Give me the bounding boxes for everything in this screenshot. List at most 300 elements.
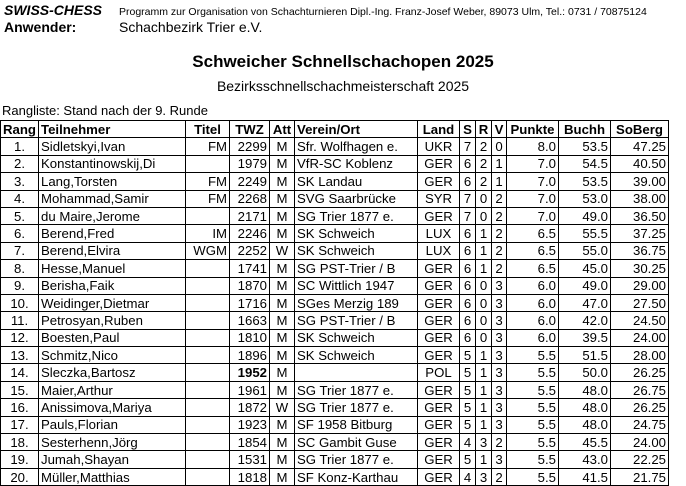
att-cell: M (270, 260, 295, 277)
user-value: Schachbezirk Trier e.V. (119, 19, 263, 35)
rank-cell: 18. (1, 434, 39, 451)
title-cell (186, 364, 230, 381)
twz-cell: 1741 (230, 260, 270, 277)
wins-cell: 5 (460, 347, 476, 364)
att-cell: M (270, 190, 295, 207)
draws-cell: 3 (476, 468, 492, 485)
losses-cell: 2 (492, 242, 507, 259)
title-cell (186, 347, 230, 364)
rank-cell: 19. (1, 451, 39, 468)
points-cell: 5.5 (507, 364, 559, 381)
points-cell: 5.5 (507, 399, 559, 416)
losses-cell: 2 (492, 260, 507, 277)
losses-cell: 1 (492, 173, 507, 190)
club-cell: SK Landau (295, 173, 418, 190)
buchholz-cell: 48.0 (559, 416, 611, 433)
user-label: Anwender: (4, 19, 77, 35)
name-cell: Sleczka,Bartosz (39, 364, 186, 381)
points-cell: 6.0 (507, 277, 559, 294)
draws-cell: 0 (476, 312, 492, 329)
wins-cell: 5 (460, 381, 476, 398)
sonneborn-berger-cell: 22.25 (611, 451, 669, 468)
club-cell: SG PST-Trier / B (295, 312, 418, 329)
club-cell: SVG Saarbrücke (295, 190, 418, 207)
title-cell (186, 312, 230, 329)
wins-cell: 7 (460, 138, 476, 155)
buchholz-cell: 53.0 (559, 190, 611, 207)
name-cell: Anissimova,Mariya (39, 399, 186, 416)
club-cell (295, 364, 418, 381)
rank-cell: 20. (1, 468, 39, 485)
club-cell: SG Trier 1877 e. (295, 399, 418, 416)
name-cell: Konstantinowskij,Di (39, 155, 186, 172)
buchholz-cell: 53.5 (559, 173, 611, 190)
title-cell (186, 329, 230, 346)
wins-cell: 6 (460, 225, 476, 242)
country-cell: GER (418, 416, 460, 433)
twz-cell: 1979 (230, 155, 270, 172)
draws-cell: 2 (476, 155, 492, 172)
wins-cell: 5 (460, 416, 476, 433)
name-cell: Berisha,Faik (39, 277, 186, 294)
rank-cell: 15. (1, 381, 39, 398)
losses-cell: 3 (492, 312, 507, 329)
att-cell: M (270, 468, 295, 485)
draws-cell: 1 (476, 242, 492, 259)
att-cell: M (270, 277, 295, 294)
wins-cell: 6 (460, 312, 476, 329)
club-cell: SG Trier 1877 e. (295, 381, 418, 398)
club-cell: SK Schweich (295, 242, 418, 259)
col-punkte: Punkte (507, 121, 559, 138)
table-row (1, 416, 669, 433)
buchholz-cell: 55.0 (559, 242, 611, 259)
title-cell (186, 381, 230, 398)
points-cell: 7.0 (507, 190, 559, 207)
buchholz-cell: 49.0 (559, 207, 611, 224)
losses-cell: 3 (492, 416, 507, 433)
draws-cell: 1 (476, 347, 492, 364)
sonneborn-berger-cell: 40.50 (611, 155, 669, 172)
sonneborn-berger-cell: 24.00 (611, 329, 669, 346)
title-cell (186, 155, 230, 172)
country-cell: GER (418, 207, 460, 224)
name-cell: Berend,Elvira (39, 242, 186, 259)
club-cell: SG Trier 1877 e. (295, 451, 418, 468)
wins-cell: 4 (460, 468, 476, 485)
table-row (1, 294, 669, 311)
wins-cell: 6 (460, 329, 476, 346)
sonneborn-berger-cell: 27.50 (611, 294, 669, 311)
twz-cell: 1896 (230, 347, 270, 364)
twz-cell: 1923 (230, 416, 270, 433)
tournament-subtitle: Bezirksschnellschachmeisterschaft 2025 (216, 78, 470, 94)
name-cell: Boesten,Paul (39, 329, 186, 346)
country-cell: GER (418, 399, 460, 416)
losses-cell: 3 (492, 364, 507, 381)
rank-cell: 7. (1, 242, 39, 259)
sonneborn-berger-cell: 29.00 (611, 277, 669, 294)
title-cell: IM (186, 225, 230, 242)
att-cell: M (270, 434, 295, 451)
draws-cell: 1 (476, 416, 492, 433)
sonneborn-berger-cell: 26.75 (611, 381, 669, 398)
twz-cell: 2249 (230, 173, 270, 190)
losses-cell: 3 (492, 381, 507, 398)
title-cell (186, 277, 230, 294)
title-cell: FM (186, 138, 230, 155)
twz-cell: 1870 (230, 277, 270, 294)
points-cell: 6.0 (507, 294, 559, 311)
title-cell (186, 294, 230, 311)
twz-cell: 1810 (230, 329, 270, 346)
wins-cell: 6 (460, 173, 476, 190)
points-cell: 6.5 (507, 242, 559, 259)
wins-cell: 6 (460, 155, 476, 172)
col-s: S (460, 121, 476, 138)
points-cell: 5.5 (507, 468, 559, 485)
title-cell (186, 399, 230, 416)
points-cell: 8.0 (507, 138, 559, 155)
table-row (1, 260, 669, 277)
sonneborn-berger-cell: 47.25 (611, 138, 669, 155)
sonneborn-berger-cell: 37.25 (611, 225, 669, 242)
name-cell: du Maire,Jerome (39, 207, 186, 224)
table-row (1, 399, 669, 416)
rank-cell: 12. (1, 329, 39, 346)
sonneborn-berger-cell: 26.25 (611, 364, 669, 381)
points-cell: 5.5 (507, 434, 559, 451)
col-soberg: SoBerg (611, 121, 669, 138)
club-cell: SK Schweich (295, 347, 418, 364)
rank-cell: 9. (1, 277, 39, 294)
twz-cell: 1952 (230, 364, 270, 381)
country-cell: GER (418, 260, 460, 277)
name-cell: Pauls,Florian (39, 416, 186, 433)
buchholz-cell: 49.0 (559, 277, 611, 294)
col-teilnehmer: Teilnehmer (39, 121, 186, 138)
table-row (1, 277, 669, 294)
club-cell: SK Schweich (295, 225, 418, 242)
title-cell (186, 451, 230, 468)
att-cell: M (270, 207, 295, 224)
buchholz-cell: 51.5 (559, 347, 611, 364)
name-cell: Maier,Arthur (39, 381, 186, 398)
country-cell: GER (418, 381, 460, 398)
losses-cell: 2 (492, 468, 507, 485)
att-cell: W (270, 242, 295, 259)
col-land: Land (418, 121, 460, 138)
att-cell: M (270, 329, 295, 346)
points-cell: 5.5 (507, 416, 559, 433)
rank-cell: 1. (1, 138, 39, 155)
wins-cell: 5 (460, 399, 476, 416)
table-row (1, 207, 669, 224)
sonneborn-berger-cell: 38.00 (611, 190, 669, 207)
draws-cell: 0 (476, 329, 492, 346)
att-cell: M (270, 451, 295, 468)
buchholz-cell: 47.0 (559, 294, 611, 311)
sonneborn-berger-cell: 36.75 (611, 242, 669, 259)
points-cell: 5.5 (507, 381, 559, 398)
title-cell (186, 416, 230, 433)
name-cell: Schmitz,Nico (39, 347, 186, 364)
draws-cell: 1 (476, 364, 492, 381)
draws-cell: 1 (476, 260, 492, 277)
losses-cell: 2 (492, 190, 507, 207)
country-cell: GER (418, 347, 460, 364)
ranking-table (0, 120, 669, 486)
table-row (1, 468, 669, 485)
table-row (1, 381, 669, 398)
club-cell: SC Gambit Guse (295, 434, 418, 451)
col-v: V (492, 121, 507, 138)
table-row (1, 347, 669, 364)
col-att: Att (270, 121, 295, 138)
rank-cell: 5. (1, 207, 39, 224)
att-cell: M (270, 138, 295, 155)
buchholz-cell: 45.0 (559, 260, 611, 277)
club-cell: SG Trier 1877 e. (295, 207, 418, 224)
buchholz-cell: 48.0 (559, 399, 611, 416)
title-cell: FM (186, 190, 230, 207)
points-cell: 6.5 (507, 225, 559, 242)
standing-caption: Rangliste: Stand nach der 9. Runde (2, 103, 208, 118)
draws-cell: 1 (476, 399, 492, 416)
title-cell (186, 260, 230, 277)
att-cell: M (270, 364, 295, 381)
club-cell: SK Schweich (295, 329, 418, 346)
country-cell: GER (418, 451, 460, 468)
club-cell: SF 1958 Bitburg (295, 416, 418, 433)
club-cell: Sfr. Wolfhagen e. (295, 138, 418, 155)
col-twz: TWZ (230, 121, 270, 138)
title-cell (186, 207, 230, 224)
name-cell: Sesterhenn,Jörg (39, 434, 186, 451)
draws-cell: 0 (476, 190, 492, 207)
twz-cell: 2252 (230, 242, 270, 259)
table-row (1, 173, 669, 190)
wins-cell: 6 (460, 277, 476, 294)
table-row (1, 451, 669, 468)
sonneborn-berger-cell: 30.25 (611, 260, 669, 277)
rank-cell: 4. (1, 190, 39, 207)
name-cell: Müller,Matthias (39, 468, 186, 485)
losses-cell: 3 (492, 451, 507, 468)
table-row (1, 242, 669, 259)
buchholz-cell: 50.0 (559, 364, 611, 381)
country-cell: LUX (418, 242, 460, 259)
wins-cell: 4 (460, 434, 476, 451)
draws-cell: 0 (476, 294, 492, 311)
twz-cell: 1872 (230, 399, 270, 416)
rank-cell: 13. (1, 347, 39, 364)
rank-cell: 10. (1, 294, 39, 311)
twz-cell: 1531 (230, 451, 270, 468)
name-cell: Jumah,Shayan (39, 451, 186, 468)
losses-cell: 0 (492, 138, 507, 155)
draws-cell: 2 (476, 173, 492, 190)
sonneborn-berger-cell: 26.25 (611, 399, 669, 416)
rank-cell: 16. (1, 399, 39, 416)
wins-cell: 5 (460, 451, 476, 468)
draws-cell: 0 (476, 207, 492, 224)
rank-cell: 2. (1, 155, 39, 172)
country-cell: GER (418, 173, 460, 190)
title-cell: FM (186, 173, 230, 190)
country-cell: GER (418, 155, 460, 172)
draws-cell: 1 (476, 451, 492, 468)
sonneborn-berger-cell: 21.75 (611, 468, 669, 485)
col-buchh: Buchh (559, 121, 611, 138)
twz-cell: 2268 (230, 190, 270, 207)
buchholz-cell: 54.5 (559, 155, 611, 172)
table-row (1, 225, 669, 242)
buchholz-cell: 42.0 (559, 312, 611, 329)
sonneborn-berger-cell: 24.00 (611, 434, 669, 451)
country-cell: GER (418, 329, 460, 346)
losses-cell: 2 (492, 434, 507, 451)
buchholz-cell: 48.0 (559, 381, 611, 398)
wins-cell: 7 (460, 207, 476, 224)
rank-cell: 3. (1, 173, 39, 190)
col-rang: Rang (1, 121, 39, 138)
name-cell: Petrosyan,Ruben (39, 312, 186, 329)
country-cell: GER (418, 277, 460, 294)
country-cell: GER (418, 468, 460, 485)
table-row (1, 434, 669, 451)
wins-cell: 7 (460, 190, 476, 207)
points-cell: 5.5 (507, 347, 559, 364)
country-cell: LUX (418, 225, 460, 242)
wins-cell: 6 (460, 260, 476, 277)
buchholz-cell: 43.0 (559, 451, 611, 468)
points-cell: 7.0 (507, 173, 559, 190)
sonneborn-berger-cell: 24.75 (611, 416, 669, 433)
table-row (1, 312, 669, 329)
country-cell: SYR (418, 190, 460, 207)
title-cell (186, 434, 230, 451)
rank-cell: 11. (1, 312, 39, 329)
twz-cell: 1854 (230, 434, 270, 451)
table-row (1, 364, 669, 381)
att-cell: M (270, 381, 295, 398)
buchholz-cell: 55.5 (559, 225, 611, 242)
name-cell: Sidletskyi,Ivan (39, 138, 186, 155)
name-cell: Hesse,Manuel (39, 260, 186, 277)
rank-cell: 8. (1, 260, 39, 277)
wins-cell: 5 (460, 364, 476, 381)
points-cell: 7.0 (507, 207, 559, 224)
points-cell: 6.5 (507, 260, 559, 277)
table-row (1, 138, 669, 155)
country-cell: GER (418, 294, 460, 311)
title-cell (186, 468, 230, 485)
club-cell: SC Wittlich 1947 (295, 277, 418, 294)
att-cell: M (270, 155, 295, 172)
att-cell: W (270, 399, 295, 416)
twz-cell: 1818 (230, 468, 270, 485)
draws-cell: 0 (476, 277, 492, 294)
losses-cell: 3 (492, 294, 507, 311)
losses-cell: 2 (492, 225, 507, 242)
draws-cell: 1 (476, 381, 492, 398)
country-cell: GER (418, 434, 460, 451)
att-cell: M (270, 312, 295, 329)
points-cell: 5.5 (507, 451, 559, 468)
club-cell: VfR-SC Koblenz (295, 155, 418, 172)
att-cell: M (270, 347, 295, 364)
twz-cell: 2246 (230, 225, 270, 242)
table-row (1, 155, 669, 172)
points-cell: 7.0 (507, 155, 559, 172)
title-cell: WGM (186, 242, 230, 259)
losses-cell: 2 (492, 207, 507, 224)
twz-cell: 1961 (230, 381, 270, 398)
rank-cell: 17. (1, 416, 39, 433)
losses-cell: 3 (492, 277, 507, 294)
buchholz-cell: 53.5 (559, 138, 611, 155)
table-row (1, 329, 669, 346)
points-cell: 6.0 (507, 329, 559, 346)
tournament-title: Schweicher Schnellschachopen 2025 (192, 52, 494, 71)
buchholz-cell: 45.5 (559, 434, 611, 451)
draws-cell: 3 (476, 434, 492, 451)
name-cell: Berend,Fred (39, 225, 186, 242)
program-info: Programm zur Organisation von Schachturnieren Dipl.-Ing. Franz-Josef Weber, 89073 Ulm, Tel.: 0731 / 70875124 (119, 6, 647, 18)
wins-cell: 6 (460, 242, 476, 259)
brand: SWISS-CHESS (4, 2, 103, 18)
att-cell: M (270, 294, 295, 311)
losses-cell: 3 (492, 347, 507, 364)
draws-cell: 1 (476, 225, 492, 242)
club-cell: SG PST-Trier / B (295, 260, 418, 277)
sonneborn-berger-cell: 28.00 (611, 347, 669, 364)
buchholz-cell: 39.5 (559, 329, 611, 346)
losses-cell: 3 (492, 399, 507, 416)
points-cell: 6.0 (507, 312, 559, 329)
buchholz-cell: 41.5 (559, 468, 611, 485)
country-cell: POL (418, 364, 460, 381)
rank-cell: 14. (1, 364, 39, 381)
name-cell: Mohammad,Samir (39, 190, 186, 207)
col-titel: Titel (186, 121, 230, 138)
twz-cell: 2171 (230, 207, 270, 224)
sonneborn-berger-cell: 39.00 (611, 173, 669, 190)
table-row (1, 190, 669, 207)
name-cell: Lang,Torsten (39, 173, 186, 190)
program-header (4, 2, 684, 36)
twz-cell: 2299 (230, 138, 270, 155)
att-cell: M (270, 173, 295, 190)
col-verein: Verein/Ort (295, 121, 418, 138)
twz-cell: 1716 (230, 294, 270, 311)
att-cell: M (270, 225, 295, 242)
country-cell: GER (418, 312, 460, 329)
country-cell: UKR (418, 138, 460, 155)
rank-cell: 6. (1, 225, 39, 242)
draws-cell: 2 (476, 138, 492, 155)
twz-cell: 1663 (230, 312, 270, 329)
club-cell: SGes Merzig 189 (295, 294, 418, 311)
att-cell: M (270, 416, 295, 433)
losses-cell: 3 (492, 329, 507, 346)
col-r: R (476, 121, 492, 138)
name-cell: Weidinger,Dietmar (39, 294, 186, 311)
club-cell: SF Konz-Karthau (295, 468, 418, 485)
wins-cell: 6 (460, 294, 476, 311)
header-row (1, 121, 669, 138)
